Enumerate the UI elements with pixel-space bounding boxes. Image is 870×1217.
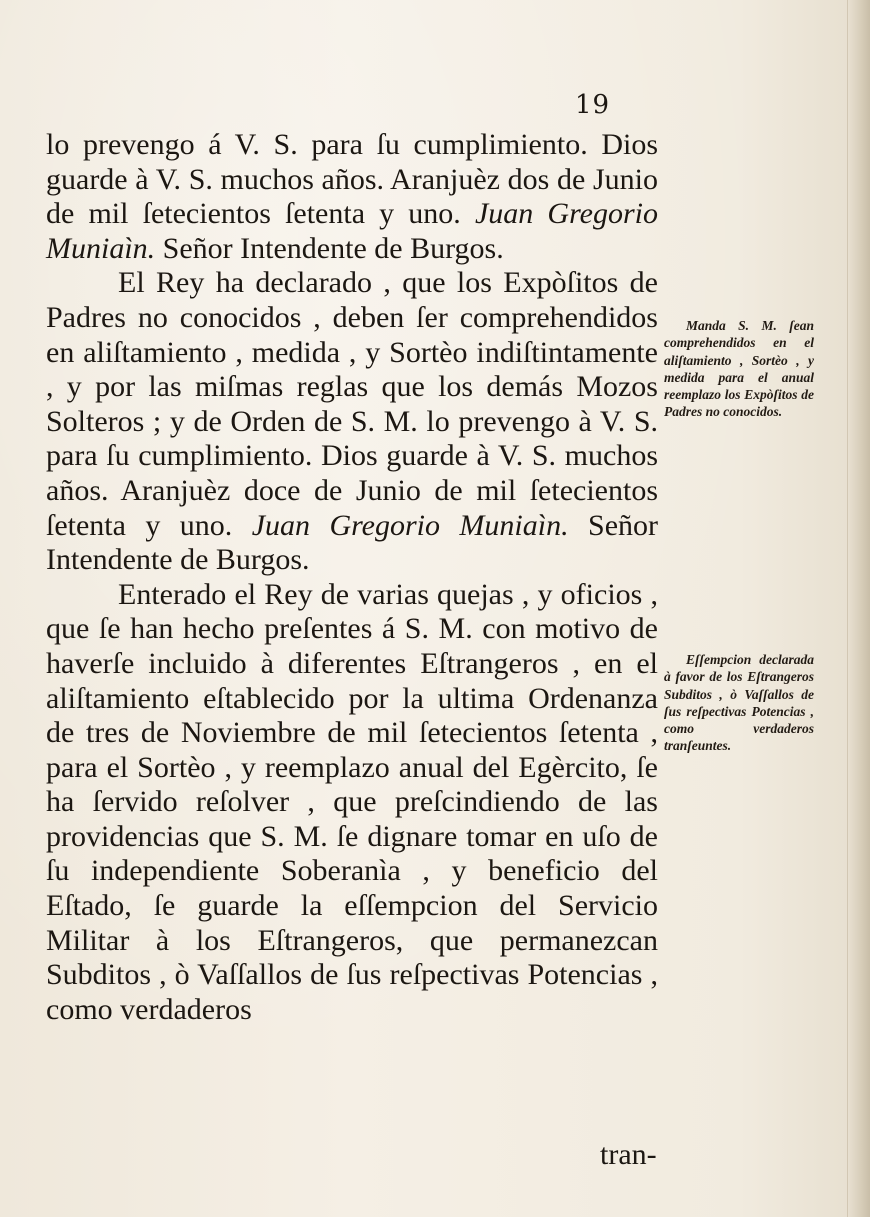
margin-note-1-text: Manda S. M. ſean comprehendidos en el aliſtamiento , Sortèo , y medida para el anual reemplazo los Expòſitos de Padres no conocidos. xyxy=(664,318,814,420)
paragraph-2-closing: Señor Intendente de Burgos. xyxy=(46,508,659,577)
page-number: 19 xyxy=(575,90,611,120)
paragraph-1-text: lo prevengo á V. S. para ſu cumplimiento. Dios guarde à V. S. muchos años. Aranjuèz dos de Junio de mil ſetecientos ſetenta y uno. xyxy=(46,128,658,231)
paragraph-3 xyxy=(46,578,658,1028)
paragraph-2-text: El Rey ha declarado , que los Expòſitos de Padres no conocidos , deben ſer comprehendidos en aliſtamiento , medida , y Sortèo indiſtintamente , y por las miſmas reglas que los demás Mozos Solteros ; y de Orden de S. M. lo prevengo à V. S. para ſu cumplimiento. Dios guarde à V. S. muchos años. Aranjuèz doce de Junio de mil ſetecientos ſetenta y uno. xyxy=(46,266,658,542)
paragraph-3-text: Enterado el Rey de varias quejas , y oficios , que ſe han hecho preſentes á S. M. con motivo de haverſe incluido à diferentes Eſtrangeros , en el aliſtamiento eſtablecido por la ultima Ordenanza de tres de Noviembre de mil ſetecientos ſetenta , para el Sortèo , y reemplazo anual del Egèrcito, ſe ha ſervido reſolver , que preſcindiendo de las providencias que S. M. ſe dignare tomar en uſo de ſu independiente Soberanìa , y beneficio del Eſtado, ſe guarde la eſſempcion del Servicio Militar à los Eſtrangeros, que permanezcan Subditos , ò Vaſſallos de ſus reſpectivas Potencias , como verdaderos xyxy=(46,577,658,1026)
margin-note-2-text: Eſſempcion declarada à favor de los Eſtrangeros Subditos , ò Vaſſallos de ſus reſpectivas Potencias , como verdaderos tranſeuntes. xyxy=(664,652,814,754)
margin-note-2 xyxy=(664,651,814,755)
catchword: tran- xyxy=(600,1138,657,1171)
margin-note-1 xyxy=(664,317,814,421)
main-text-column xyxy=(46,128,658,1027)
paragraph-2 xyxy=(46,266,658,577)
page-edge xyxy=(847,0,870,1217)
signature-name: Juan Gregorio Muniaìn. xyxy=(46,197,658,265)
paragraph-1 xyxy=(46,128,658,266)
signature-name: Juan Gregorio Muniaìn. xyxy=(251,508,569,542)
paragraph-1-closing: Señor Intendente de Burgos. xyxy=(155,231,504,265)
